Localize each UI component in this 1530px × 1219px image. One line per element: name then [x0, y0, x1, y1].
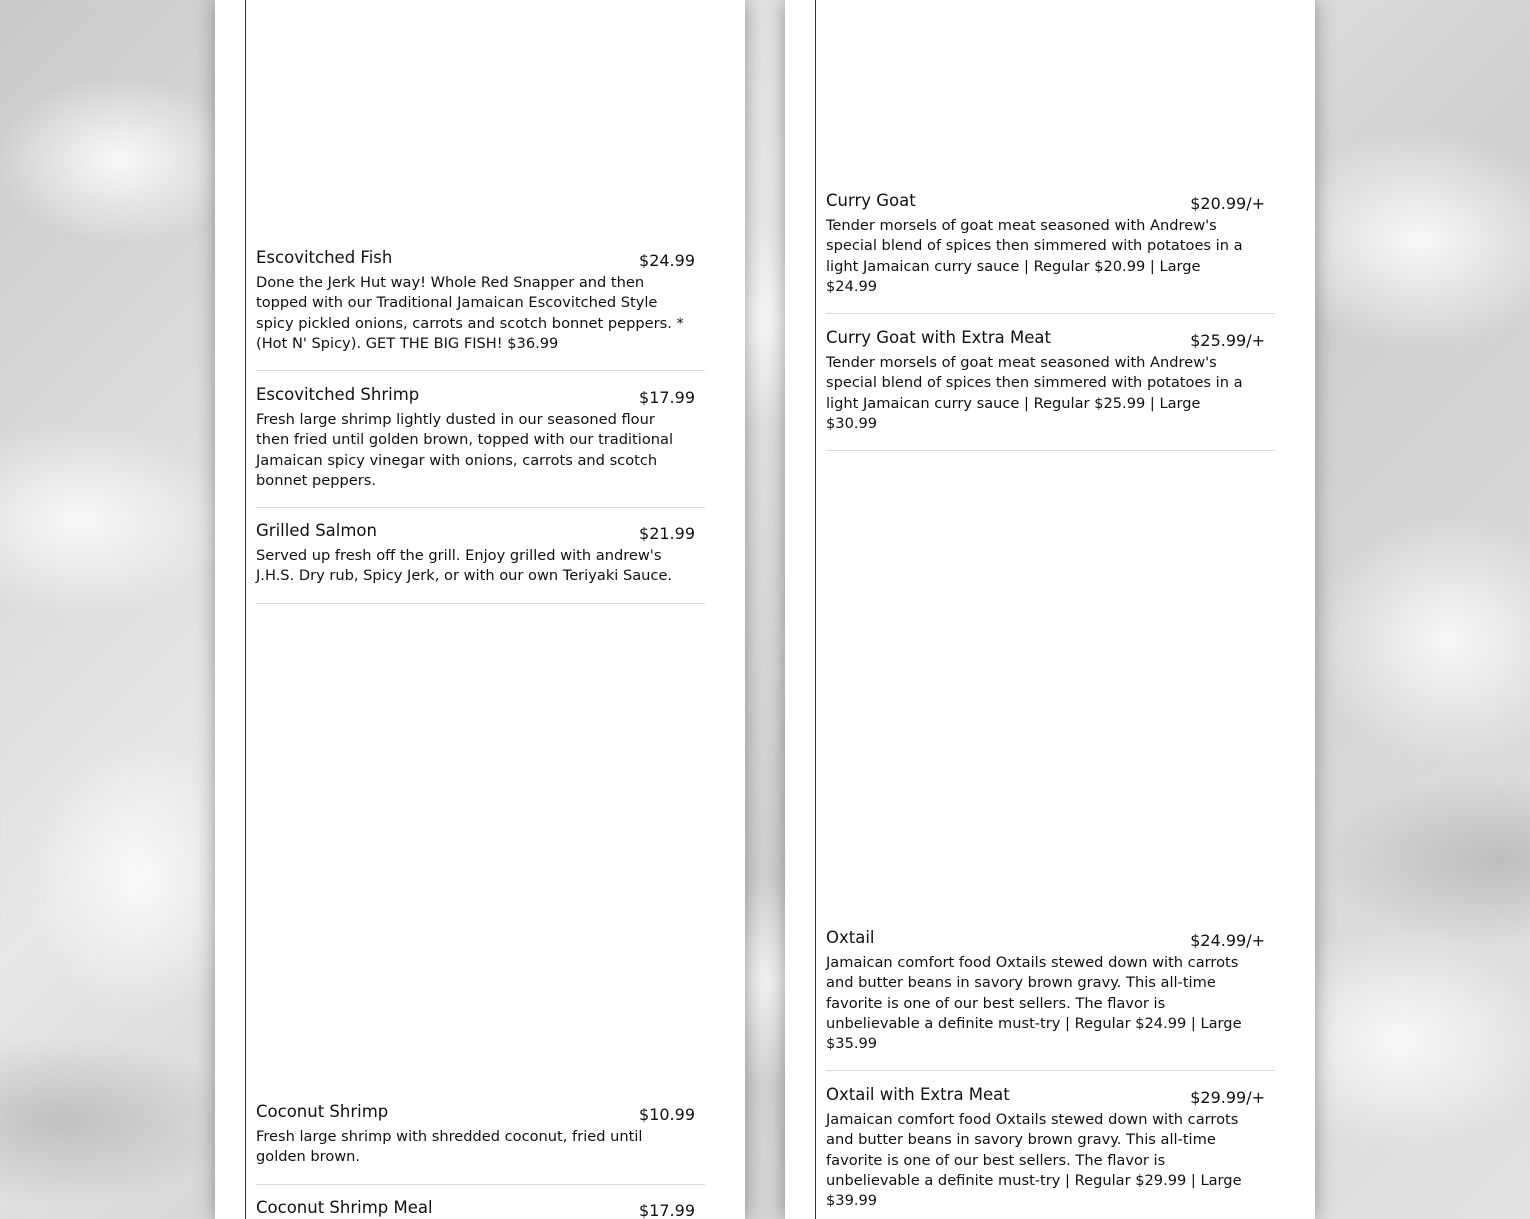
menu-item[interactable] [256, 521, 705, 604]
menu-panel-right [785, 0, 1315, 1219]
menu-item-description: Done the Jerk Hut way! Whole Red Snapper and then topped with our Traditional Jamaican Escovitched Style spicy pickled onions, carrots and scotch bonnet peppers. *(Hot N' Spicy). GET THE BIG FISH! $36.99 [256, 274, 684, 352]
menu-item[interactable] [256, 385, 705, 508]
menu-item-description: Tender morsels of goat meat seasoned with Andrew's special blend of spices then simmered with potatoes in a light Jamaican curry sauce | Regular $20.99 | Large $24.99 [826, 217, 1243, 295]
menu-item[interactable] [256, 248, 705, 371]
menu-item-description: Served up fresh off the grill. Enjoy grilled with andrew's J.H.S. Dry rub, Spicy Jerk, or with our own Teriyaki Sauce. [256, 547, 673, 585]
menu-item[interactable] [826, 191, 1275, 314]
menu-item-name: Curry Goat [826, 191, 916, 210]
menu-item-name: Escovitched Shrimp [256, 385, 420, 404]
menu-item-description: Fresh large shrimp with shredded coconut, fried until golden brown. [256, 1128, 643, 1166]
menu-item-description: Jamaican comfort food Oxtails stewed down with carrots and butter beans in savory brown gravy. This all-time favorite is one of our best sellers. The flavor is unbelievable a definite must-try | Regular $29.99 | Large $39.99 [826, 1111, 1242, 1210]
menu-item-price: $17.99 [639, 388, 695, 407]
menu-item[interactable] [256, 1198, 705, 1219]
menu-item-name: Curry Goat with Extra Meat [826, 328, 1051, 347]
menu-item-price: $24.99/+ [1190, 931, 1265, 950]
menu-item-name: Grilled Salmon [256, 521, 377, 540]
menu-item-description: Tender morsels of goat meat seasoned with Andrew's special blend of spices then simmered with potatoes in a light Jamaican curry sauce | Regular $25.99 | Large $30.99 [826, 354, 1243, 432]
menu-item-price: $21.99 [639, 524, 695, 543]
menu-item-name: Coconut Shrimp Meal [256, 1198, 433, 1217]
menu-column-left [245, 0, 716, 1219]
menu-item[interactable] [826, 1085, 1275, 1219]
menu-item[interactable] [826, 928, 1275, 1071]
menu-item[interactable] [256, 1102, 705, 1185]
menu-item-name: Oxtail [826, 928, 875, 947]
menu-item-price: $10.99 [639, 1105, 695, 1124]
menu-item-price: $20.99/+ [1190, 194, 1265, 213]
menu-item-description: Jamaican comfort food Oxtails stewed down with carrots and butter beans in savory brown gravy. This all-time favorite is one of our best sellers. The flavor is unbelievable a definite must-try | Regular $24.99 | Large $35.99 [826, 954, 1242, 1053]
menu-item-name: Coconut Shrimp [256, 1102, 389, 1121]
menu-item-name: Escovitched Fish [256, 248, 393, 267]
menu-column-right [815, 0, 1286, 1219]
menu-item[interactable] [826, 328, 1275, 451]
menu-item-price: $24.99 [639, 251, 695, 270]
menu-item-price: $29.99/+ [1190, 1088, 1265, 1107]
menu-item-price: $17.99 [639, 1201, 695, 1219]
menu-item-price: $25.99/+ [1190, 331, 1265, 350]
menu-item-name: Oxtail with Extra Meat [826, 1085, 1010, 1104]
menu-panel-left [215, 0, 745, 1219]
menu-item-description: Fresh large shrimp lightly dusted in our seasoned flour then fried until golden brown, topped with our traditional Jamaican spicy vinegar with onions, carrots and scotch bonnet peppers. [256, 411, 674, 489]
